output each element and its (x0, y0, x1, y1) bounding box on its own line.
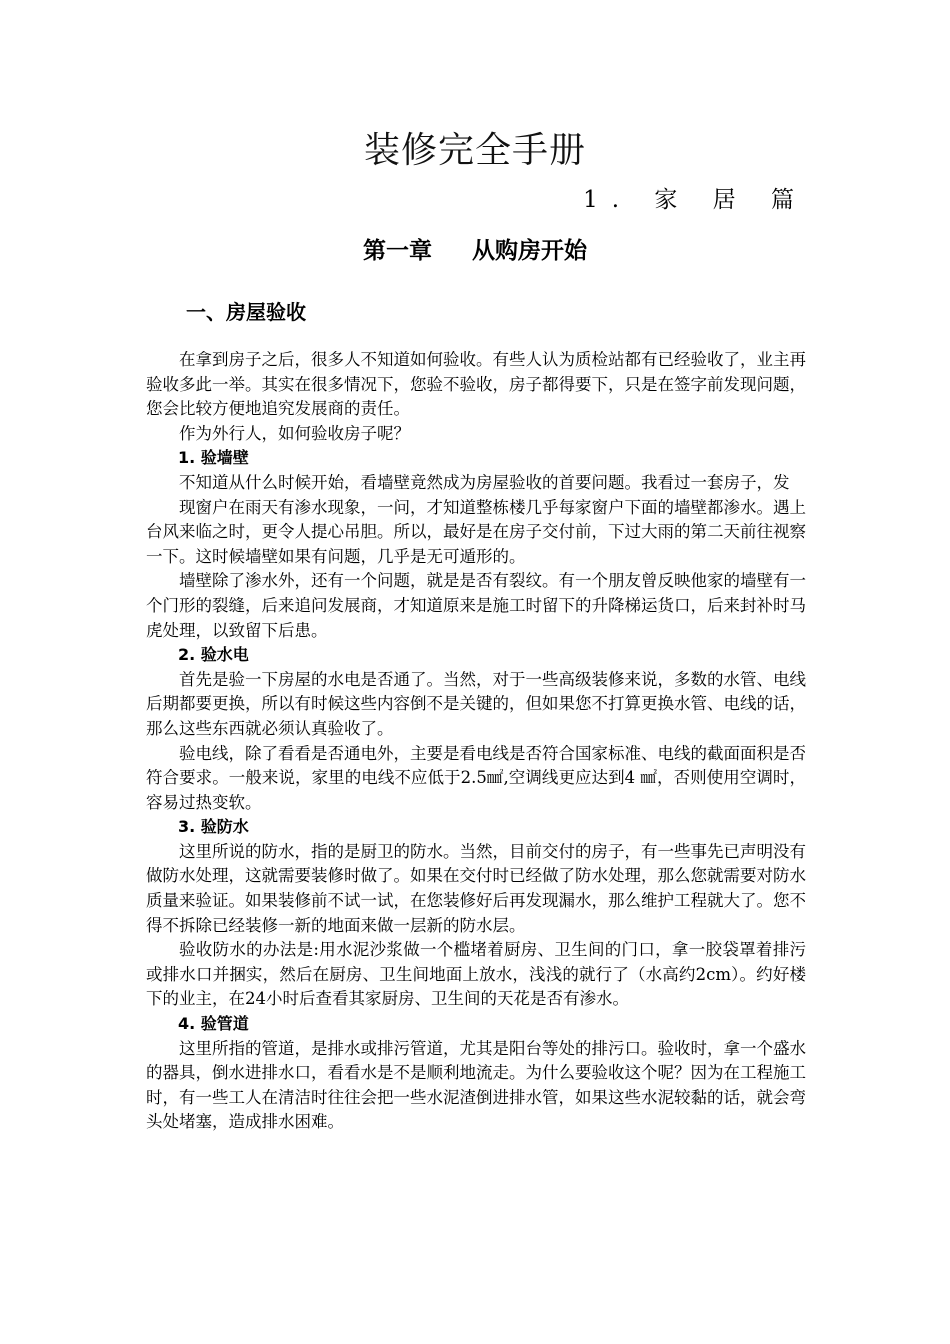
intro-paragraph: 在拿到房子之后，很多人不知道如何验收。有些人认为质检站都有已经验收了，业主再验收多此一举。其实在很多情况下，您验不验收，房子都得要下，只是在签字前发现问题，您会比较方便地追究发展商的责任。 (146, 350, 806, 419)
section-title: 一、房屋验收 (186, 300, 306, 324)
subsection-heading-waterproofing: 3. 验防水 (178, 817, 249, 837)
chapter-title: 第一章 从购房开始 (362, 238, 588, 264)
subsection-heading-water-electric: 2. 验水电 (178, 645, 249, 665)
subsection-heading-pipes: 4. 验管道 (178, 1014, 249, 1034)
body-paragraph: 首先是验一下房屋的水电是否通了。当然，对于一些高级装修来说，多数的水管、电线后期都要更换，所以有时候这些内容倒不是关键的，但如果您不打算更换水管、电线的话，那么这些东西就必须认真验收了。 (146, 669, 806, 738)
document-title: 装修完全手册 (363, 130, 586, 171)
body-paragraph: 验电线，除了看看是否通电外，主要是看电线是否符合国家标准、电线的截面面积是否符合要求。一般来说，家里的电线不应低于2.5㎟,空调线更应达到4 ㎟，否则使用空调时，容易过热变软。 (146, 743, 806, 812)
document-subtitle: 1. 家 居 篇 (583, 187, 808, 213)
subsection-heading-walls: 1. 验墙壁 (178, 448, 249, 468)
body-paragraph: 现窗户在雨天有渗水现象，一问，才知道整栋楼几乎每家窗户下面的墙壁都渗水。遇上台风来临之时，更令人提心吊胆。所以，最好是在房子交付前，下过大雨的第二天前往视察一下。这时候墙壁如果有问题，几乎是无可遁形的。 (146, 497, 806, 566)
document-body (146, 348, 806, 1135)
intro-paragraph: 作为外行人，如何验收房子呢？ (179, 423, 410, 443)
body-paragraph: 验收防水的办法是:用水泥沙浆做一个槛堵着厨房、卫生间的门口，拿一胶袋罩着排污或排水口并捆实，然后在厨房、卫生间地面上放水，浅浅的就行了（水高约2cm）。约好楼下的业主，在24小时后查看其家厨房、卫生间的天花是否有渗水。 (146, 940, 806, 1009)
body-paragraph: 这里所说的防水，指的是厨卫的防水。当然，目前交付的房子，有一些事先已声明没有做防水处理，这就需要装修时做了。如果在交付时已经做了防水处理，那么您就需要对防水质量来验证。如果装修前不试一试，在您装修好后再发现漏水，那么维护工程就大了。您不得不拆除已经装修一新的地面来做一层新的防水层。 (146, 841, 806, 935)
body-paragraph: 不知道从什么时候开始，看墙壁竟然成为房屋验收的首要问题。我看过一套房子，发 (179, 472, 790, 492)
body-paragraph: 这里所指的管道，是排水或排污管道，尤其是阳台等处的排污口。验收时，拿一个盛水的器具，倒水进排水口，看看水是不是顺利地流走。为什么要验收这个呢？因为在工程施工时，有一些工人在清洁时往往会把一些水泥渣倒进排水管，如果这些水泥较黏的话，就会弯头处堵塞，造成排水困难。 (146, 1038, 806, 1132)
body-paragraph: 墙壁除了渗水外，还有一个问题，就是是否有裂纹。有一个朋友曾反映他家的墙壁有一个门形的裂缝，后来追问发展商，才知道原来是施工时留下的升降梯运货口，后来封补时马虎处理，以致留下后患。 (146, 571, 806, 640)
